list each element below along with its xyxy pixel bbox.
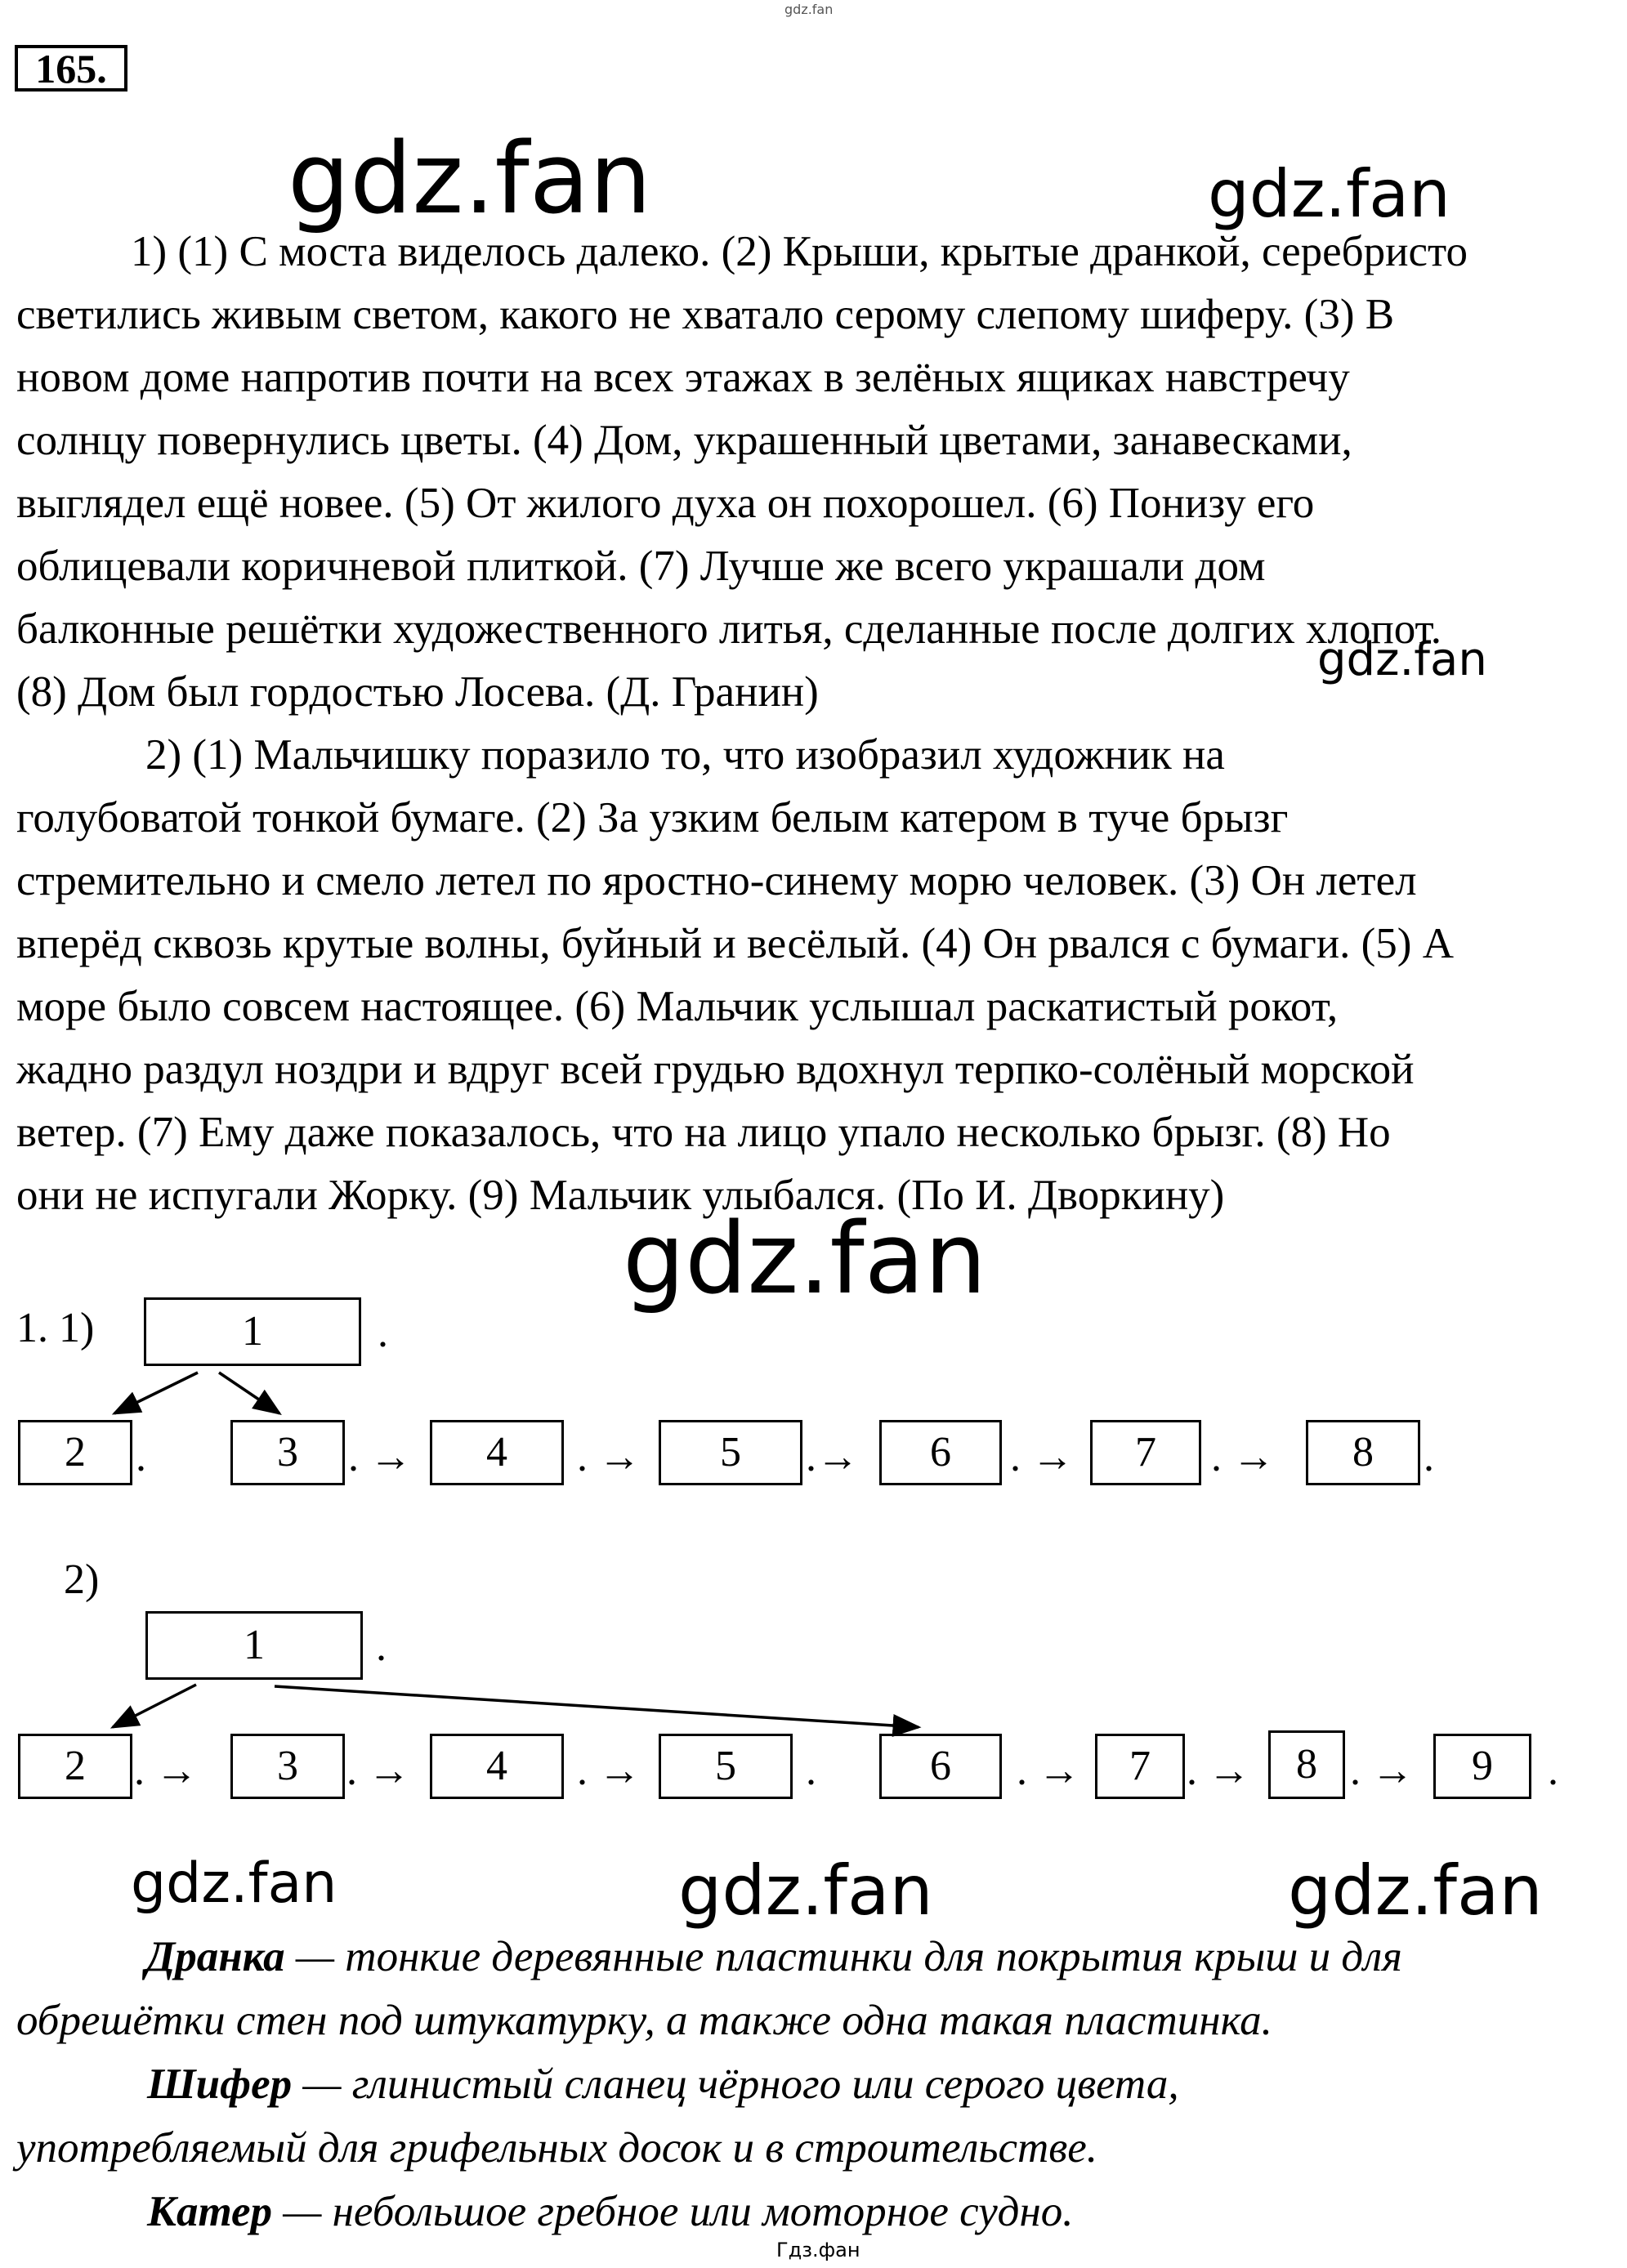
diagram-box: 8 xyxy=(1268,1730,1345,1799)
diagram-separator: . → xyxy=(346,1748,410,1794)
diagram-separator: . xyxy=(1424,1434,1434,1480)
glossary-entry xyxy=(16,2052,1610,2116)
text-line: (8) Дом был гордостью Лосева. (Д. Гранин) xyxy=(16,668,819,716)
diagram-separator: . xyxy=(806,1748,816,1794)
glossary-term: Шифер xyxy=(147,2060,293,2108)
diagram-separator: . → xyxy=(348,1434,412,1480)
glossary-continuation: обрешётки стен под штукатурку, а также одна такая пластинка. xyxy=(16,1997,1272,2044)
top-watermark: gdz.fan xyxy=(784,2,834,17)
glossary-term: Дранка xyxy=(145,1933,285,1980)
diagram-box: 5 xyxy=(659,1420,802,1485)
diagram-separator: . xyxy=(376,1623,387,1670)
text-line: выглядел ещё новее. (5) От жилого духа он похорошел. (6) Понизу его xyxy=(16,480,1315,527)
text-line: солнцу повернулись цветы. (4) Дом, украшенный цветами, занавесками, xyxy=(16,417,1352,464)
diagram-separator: . → xyxy=(577,1748,641,1794)
diagram-separator: .→ xyxy=(806,1434,859,1480)
text-line: 1) (1) С моста виделось далеко. (2) Крыши, крытые дранкой, серебристо xyxy=(131,228,1468,275)
glossary xyxy=(16,1925,1610,2243)
diagram-separator: . xyxy=(378,1310,388,1356)
text-line: вперёд сквозь крутые волны, буйный и весёлый. (4) Он рвался с бумаги. (5) А xyxy=(16,920,1454,967)
watermark: gdz.fan xyxy=(623,1203,987,1316)
arrow xyxy=(275,1686,919,1727)
text-line: море было совсем настоящее. (6) Мальчик услышал раскатистый рокот, xyxy=(16,983,1339,1030)
glossary-continuation: употребляемый для грифельных досок и в строительстве. xyxy=(16,2124,1098,2172)
diagram-box: 6 xyxy=(879,1734,1002,1799)
diagram-label: 2) xyxy=(64,1556,100,1603)
diagram-separator: . → xyxy=(1187,1748,1250,1794)
text-line: ветер. (7) Ему даже показалось, что на лицо упало несколько брызг. (8) Но xyxy=(16,1109,1391,1156)
diagram-separator: . → xyxy=(1350,1748,1414,1794)
glossary-entry xyxy=(16,2180,1610,2243)
watermark: gdz.fan xyxy=(131,1851,337,1916)
diagram-box: 1 xyxy=(144,1297,361,1366)
glossary-definition: — тонкие деревянные пластинки для покрытия крыш и для xyxy=(284,1933,1402,1980)
text-line: облицевали коричневой плиткой. (7) Лучше же всего украшали дом xyxy=(16,542,1266,590)
arrow xyxy=(113,1685,196,1727)
footer-text: Гдз.фан xyxy=(776,2239,860,2261)
diagram-box: 6 xyxy=(879,1420,1002,1485)
diagram-box: 7 xyxy=(1095,1734,1185,1799)
text-line: новом доме напротив почти на всех этажах в зелёных ящиках навстречу xyxy=(16,354,1350,401)
glossary-definition: — небольшое гребное или моторное судно. xyxy=(272,2188,1074,2235)
diagram-box: 2 xyxy=(18,1420,132,1485)
watermark: gdz.fan xyxy=(1208,156,1450,232)
text-line: 2) (1) Мальчишку поразило то, что изобразил художник на xyxy=(145,731,1225,779)
watermark: gdz.fan xyxy=(1288,1851,1543,1931)
diagram-separator: . xyxy=(1548,1748,1558,1794)
glossary-definition: — глинистый сланец чёрного или серого цвета, xyxy=(292,2060,1179,2108)
text-line: жадно раздул ноздри и вдруг всей грудью вдохнул терпко-солёный морской xyxy=(16,1046,1415,1093)
arrow xyxy=(114,1373,198,1413)
text-line: светились живым светом, какого не хватало серому слепому шиферу. (3) В xyxy=(16,291,1395,338)
watermark: gdz.fan xyxy=(288,123,652,236)
diagram-box: 8 xyxy=(1306,1420,1420,1485)
glossary-entry xyxy=(16,1925,1610,1989)
watermark: gdz.fan xyxy=(678,1851,933,1931)
diagram-separator: . xyxy=(136,1434,146,1480)
text-line: балконные решётки художественного литья, сделанные после долгих хлопот. xyxy=(16,605,1442,653)
diagram-label: 1. 1) xyxy=(16,1305,95,1351)
text-line: они не испугали Жорку. (9) Мальчик улыбался. (По И. Дворкину) xyxy=(16,1172,1225,1219)
diagram-separator: . → xyxy=(1211,1434,1275,1480)
arrow xyxy=(219,1373,279,1413)
diagram-box: 1 xyxy=(145,1611,363,1680)
task-number: 165. xyxy=(15,45,127,92)
text-line: голубоватой тонкой бумаге. (2) За узким белым катером в туче брызг xyxy=(16,794,1289,842)
watermark: gdz.fan xyxy=(1317,633,1487,686)
glossary-term: Катер xyxy=(147,2188,272,2235)
diagram-box: 4 xyxy=(430,1420,564,1485)
diagram-box: 7 xyxy=(1090,1420,1201,1485)
diagram-box: 9 xyxy=(1433,1734,1531,1799)
diagram-box: 3 xyxy=(230,1420,345,1485)
diagram-box: 2 xyxy=(18,1734,132,1799)
diagram-box: 5 xyxy=(659,1734,793,1799)
diagram-separator: . → xyxy=(1010,1434,1074,1480)
diagram-box: 4 xyxy=(430,1734,564,1799)
diagram-separator: . → xyxy=(134,1748,198,1794)
text-line: стремительно и смело летел по яростно-синему морю человек. (3) Он летел xyxy=(16,857,1417,904)
diagram-separator: . → xyxy=(577,1434,641,1480)
diagram-separator: . → xyxy=(1017,1748,1080,1794)
diagram-box: 3 xyxy=(230,1734,345,1799)
